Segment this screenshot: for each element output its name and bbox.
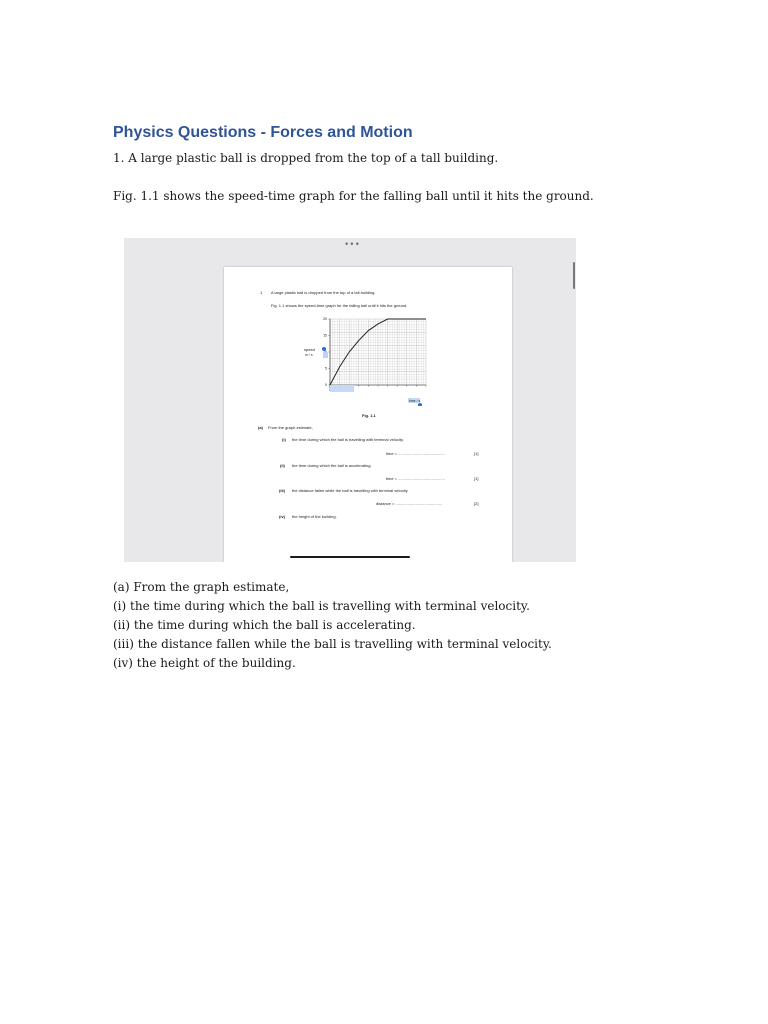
question-line-2: Fig. 1.1 shows the speed-time graph for the falling ball until it hits the ground.	[271, 303, 408, 308]
part-ii-answer: time = ..........................................	[386, 476, 445, 481]
part-iii-marks: [2]	[474, 501, 479, 506]
y-tick-label: 20	[323, 317, 327, 322]
embedded-screenshot[interactable]	[124, 238, 576, 562]
part-a-heading: (a) From the graph estimate,	[113, 580, 290, 594]
y-tick-label: 15	[323, 333, 327, 338]
x-axis-label: time / s	[409, 399, 421, 403]
part-iv-label: (iv)	[279, 514, 285, 519]
question-1-intro: 1. A large plastic ball is dropped from the top of a tall building.	[113, 151, 499, 165]
part-i-text: the time during which the ball is travelling with terminal velocity.	[292, 437, 404, 442]
document-heading: Physics Questions - Forces and Motion	[113, 124, 413, 141]
x-tick-label: 0	[329, 388, 331, 392]
selection-handle-top[interactable]	[322, 347, 326, 351]
part-ii-question: (ii) the time during which the ball is accelerating.	[113, 618, 416, 632]
scrollbar-thumb[interactable]	[573, 262, 575, 289]
selection-handle-bottom[interactable]	[418, 403, 422, 406]
y-axis-label-top: speed	[304, 347, 315, 352]
question-line-1: A large plastic ball is dropped from the top of a tall building.	[271, 290, 376, 295]
part-ii-text: the time during which the ball is accelerating.	[292, 463, 372, 468]
part-iii-label: (iii)	[279, 488, 285, 493]
y-axis-label-unit: m / s	[305, 353, 313, 357]
selection-highlight-y	[323, 352, 328, 358]
exam-paper-page	[224, 267, 512, 562]
part-i-marks: [1]	[474, 451, 479, 456]
home-indicator-bar	[290, 556, 410, 558]
part-i-label: (i)	[282, 437, 286, 442]
part-a-text: From the graph estimate,	[268, 425, 313, 430]
part-ii-marks: [1]	[474, 476, 479, 481]
y-tick-label: 5	[325, 366, 327, 371]
question-number: 1	[260, 290, 263, 295]
y-tick-label: 0	[325, 383, 327, 388]
speed-time-chart	[302, 314, 432, 406]
figure-intro: Fig. 1.1 shows the speed-time graph for the falling ball until it hits the ground.	[113, 189, 594, 203]
part-iv-question: (iv) the height of the building.	[113, 656, 296, 670]
part-i-question: (i) the time during which the ball is travelling with terminal velocity.	[113, 599, 530, 613]
part-iv-text: the height of the building.	[292, 514, 337, 519]
part-a-label: (a)	[258, 425, 263, 430]
more-options-icon[interactable]: •••	[344, 240, 360, 250]
part-iii-answer: distance = ..........................................	[376, 501, 443, 506]
part-iii-text: the distance fallen while the ball is travelling with terminal velocity.	[292, 488, 409, 493]
selection-highlight-x	[330, 385, 354, 392]
part-iii-question: (iii) the distance fallen while the ball is travelling with terminal velocity.	[113, 637, 552, 651]
part-ii-label: (ii)	[280, 463, 285, 468]
part-i-answer: time = ..........................................	[386, 451, 445, 456]
figure-caption: Fig. 1.1	[362, 413, 376, 418]
